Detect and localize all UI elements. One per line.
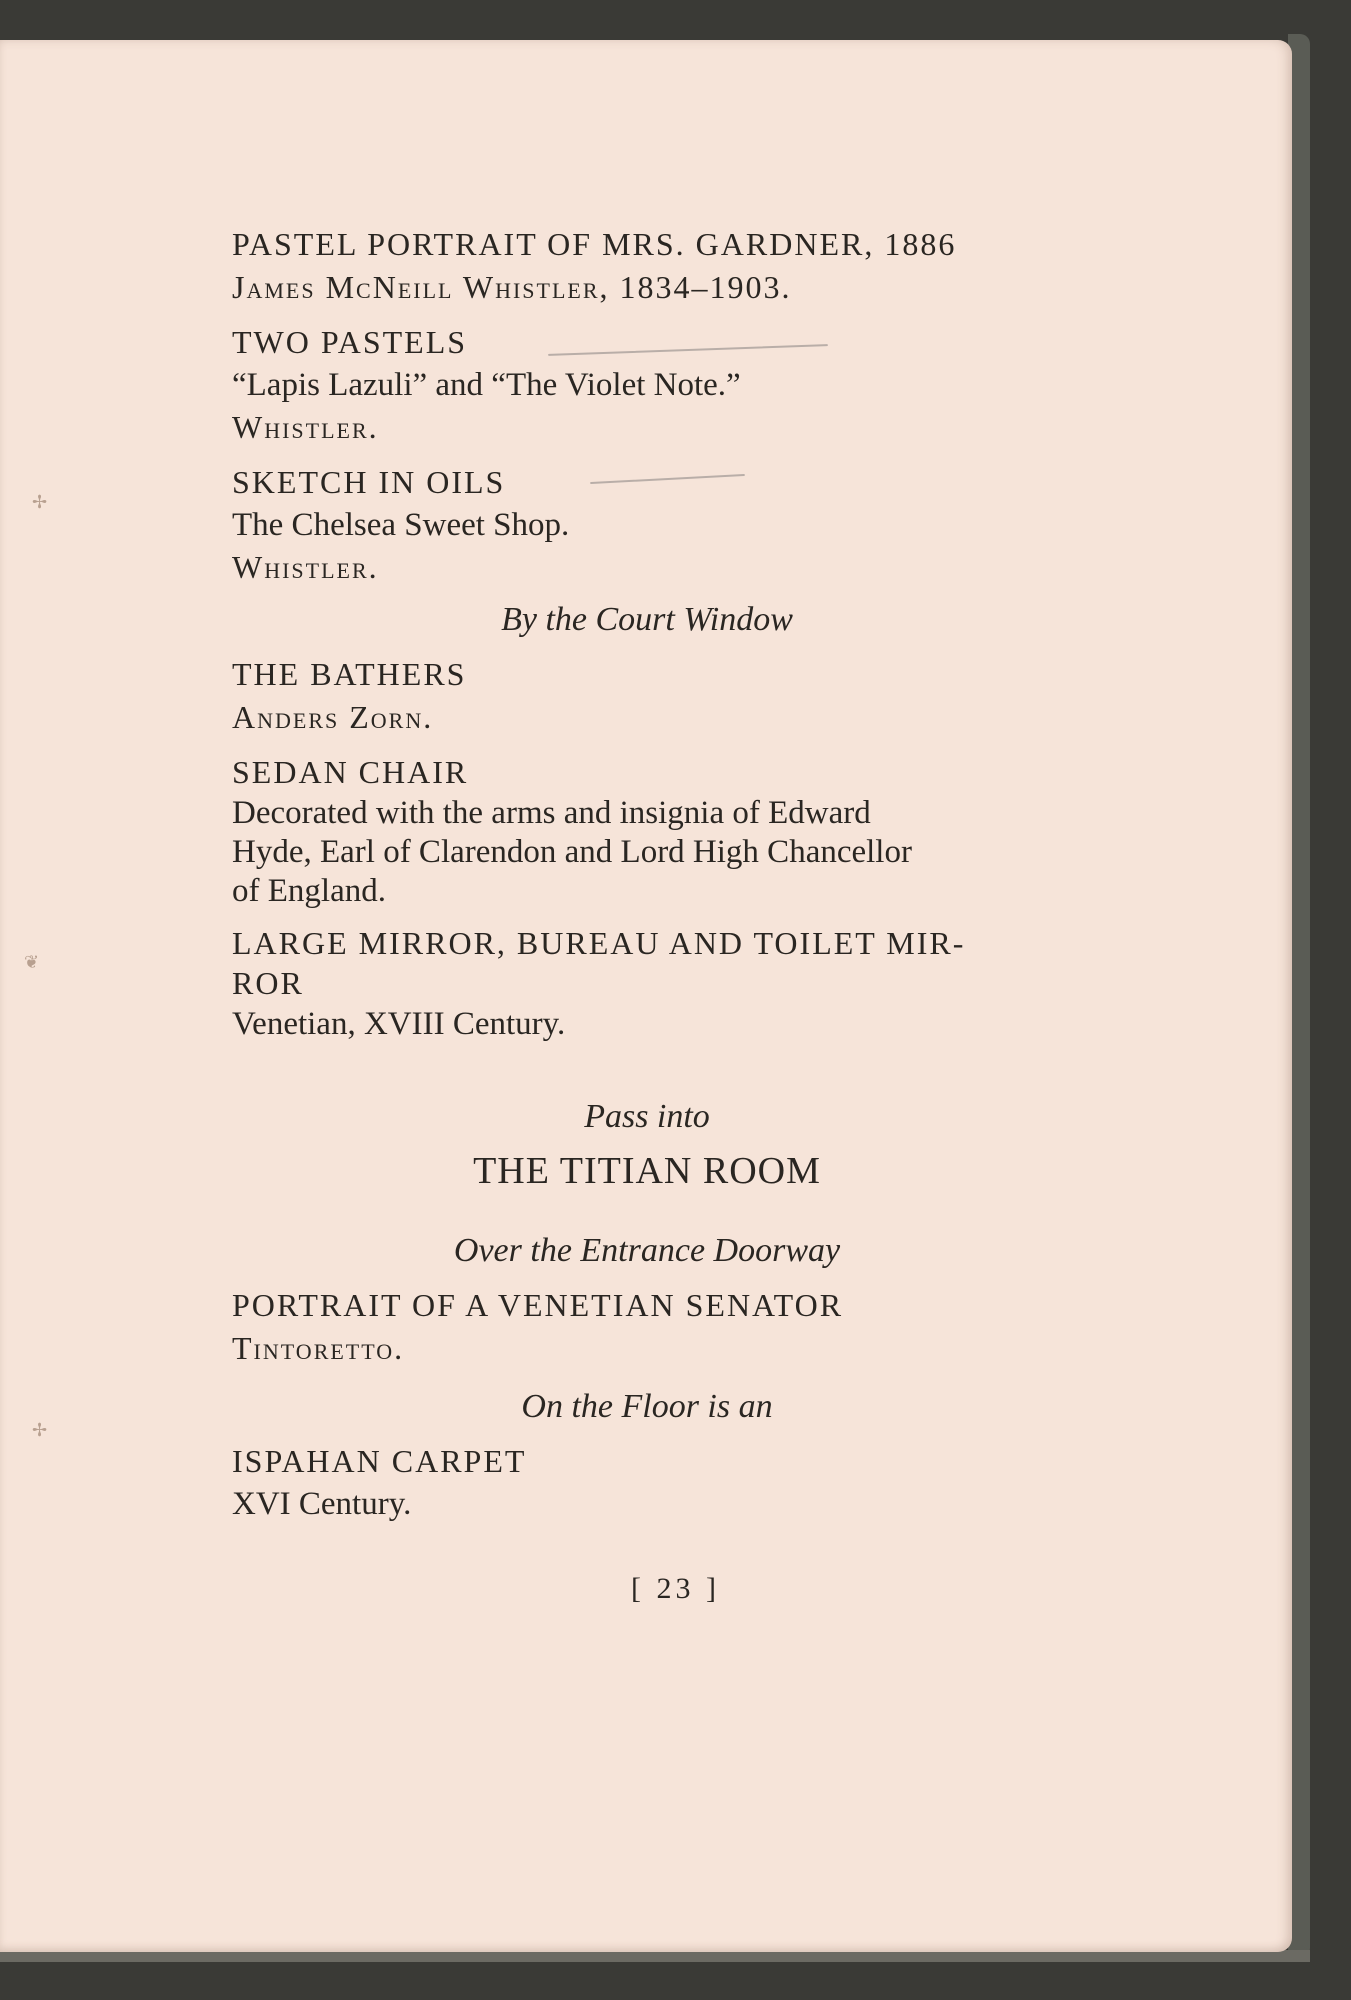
entry-title: SEDAN CHAIR	[232, 754, 469, 790]
section-heading-entrance-doorway: Over the Entrance Doorway	[453, 1232, 841, 1269]
entry-title: TWO PASTELS	[232, 324, 468, 360]
entry-description: of England.	[232, 873, 386, 909]
entry-title: ISPAHAN CARPET	[232, 1443, 527, 1479]
entry-description: The Chelsea Sweet Shop.	[232, 507, 570, 543]
entry-two-pastels	[232, 320, 1062, 448]
pass-into-label: Pass into	[584, 1098, 710, 1135]
entry-artist: Tintoretto.	[232, 1330, 405, 1366]
page-content	[232, 222, 1062, 1525]
entry-artist: Whistler.	[232, 409, 379, 445]
entry-description: Decorated with the arms and insignia of Edward	[232, 795, 871, 831]
entry-title-continued: ROR	[232, 965, 304, 1001]
entry-description: “Lapis Lazuli” and “The Violet Note.”	[232, 367, 741, 403]
entry-sketch-in-oils	[232, 460, 1062, 588]
entry-title: THE BATHERS	[232, 656, 467, 692]
room-title: THE TITIAN ROOM	[473, 1150, 821, 1192]
entry-description: XVI Century.	[232, 1486, 412, 1522]
entry-pastel-portrait	[232, 222, 1062, 308]
section-heading-court-window: By the Court Window	[501, 601, 793, 638]
entry-title: PASTEL PORTRAIT OF MRS. GARDNER, 1886	[232, 226, 957, 262]
section-heading-floor: On the Floor is an	[521, 1388, 773, 1425]
margin-mark: ❦	[24, 952, 40, 972]
entry-artist: Whistler.	[232, 549, 379, 585]
entry-title: LARGE MIRROR, BUREAU AND TOILET MIR-	[232, 925, 966, 961]
entry-ispahan-carpet	[232, 1439, 1062, 1525]
entry-title: PORTRAIT OF A VENETIAN SENATOR	[232, 1287, 844, 1323]
entry-bathers	[232, 652, 1062, 738]
entry-venetian-senator	[232, 1283, 1062, 1369]
entry-large-mirror	[232, 923, 1062, 1045]
entry-artist: James McNeill Whistler, 1834–1903.	[232, 269, 792, 305]
entry-artist: Anders Zorn.	[232, 699, 434, 735]
page-number: [ 23 ]	[631, 1572, 720, 1605]
margin-mark: ✢	[32, 492, 48, 512]
entry-title: SKETCH IN OILS	[232, 464, 506, 500]
margin-mark: ✢	[32, 1420, 48, 1440]
entry-description: Hyde, Earl of Clarendon and Lord High Chancellor	[232, 834, 912, 870]
entry-description: Venetian, XVIII Century.	[232, 1006, 566, 1042]
entry-sedan-chair	[232, 750, 1062, 911]
